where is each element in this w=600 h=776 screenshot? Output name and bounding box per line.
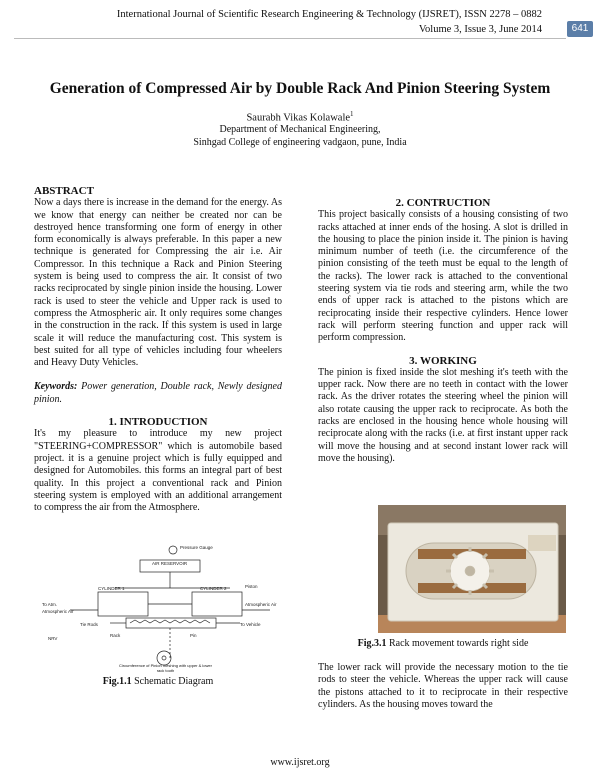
footer-url[interactable]: www.ijsret.org: [270, 757, 330, 768]
schematic-diagram: [40, 540, 285, 675]
schematic-svg: [40, 540, 285, 675]
label-cylinder2: CYLINDER 2: [200, 586, 227, 591]
abstract-section: [34, 185, 282, 514]
pressure-gauge-symbol: [169, 546, 177, 554]
figure1-caption: Fig.1.1 Schematic Diagram: [102, 676, 214, 687]
abstract-heading: ABSTRACT: [34, 185, 94, 197]
label-legend: NRV: [48, 636, 58, 641]
working-heading: 3. WORKING: [409, 354, 477, 367]
author-name: Saurabh Vikas Kolawale$^1$: [246, 110, 354, 124]
author-college: Sinhgad College of engineering vadgaon, pune, India: [193, 137, 407, 148]
label-to-vehicle: To Vehicle: [240, 622, 261, 627]
journal-header: International Journal of Scientific Research Engineering & Technology (IJSRET), ISSN 2278 – 0882: [116, 9, 542, 20]
construction-text: This project basically consists of a housing consisting of two racks attached at inner ends of the hosing. A slot is drilled in the housing to place the pinion inside it. The pinion is having minimum number of teeth (i.e. the circumference of the pinion consisting of the teeth must be equal to the length of the racks). The lower rack is attached to the conventional steering system via tie rods and steering arm, while the two ends of upper rack is attached to the pistons which are reciprocating inside their respective cylinders. Hence lower rack will perform steering function and upper rack will perform compression.: [318, 209, 568, 344]
label-tie-rods: Tie Rods: [80, 622, 98, 627]
cylinder2-box: [192, 592, 242, 616]
construction-heading: 2. CONTRUCTION: [395, 197, 491, 209]
construction-section: [318, 197, 568, 465]
header-divider: [14, 38, 566, 39]
cylinder1-box: [98, 592, 148, 616]
keywords: Keywords: Power generation, Double rack, Newly designed pinion.: [34, 381, 282, 405]
label-piston: Piston: [245, 584, 258, 589]
abstract-text: Now a days there is increase in the demand for the energy. As we know that energy can neither be created nor can be destroyed hence transforming one form of energy in other form economically is always preferable. In this paper a new technique is generated for Compressing the air i.e. Air Compressor. In this technique a Rack and Pinion Steering system is being used to compress the air. It consist of two racks reciprocated by single pinion inside the housing. Lower rack is used to steer the vehicle and Upper rack is used to compress the Atmospheric air. It only requires some changes in the construction in the rack. If this system is used in large scale it will reduce the manufacturing cost. This system is best suited for all type of vehicles including four wheelers and Heavy Duty Vehicles.: [34, 197, 282, 369]
figure3-caption: Fig.3.1 Rack movement towards right side: [357, 638, 529, 649]
page-number-badge: 641: [567, 21, 593, 37]
pinion-circle: [157, 651, 171, 665]
label-pin: Pin: [190, 633, 197, 638]
label-to-atm-left: To Atm.: [42, 602, 58, 607]
author-department: Department of Mechanical Engineering,: [219, 124, 381, 135]
continuation-paragraph: The lower rack will provide the necessary motion to the tie rods to steer the vehicle. Whereas the upper rack will cause the pistons attached to it to reciprocate in their respective cylinders. As the housing moves toward the: [318, 662, 568, 710]
continuation-text: [318, 662, 568, 711]
paper-title: Generation of Compressed Air by Double Rack And Pinion Steering System: [49, 80, 551, 97]
label-cylinder1: CYLINDER 1: [98, 586, 125, 591]
volume-info: Volume 3, Issue 3, June 2014: [418, 24, 542, 35]
pinion-gear: [446, 547, 494, 595]
label-pinion-note: Circumference of Pinion meshing with upper & lower rack tooth: [119, 664, 212, 673]
working-text: The pinion is fixed inside the slot meshing it's teeth with the upper rack. Now there are no teeth in contact with the lower rack. As the driver rotates the steering wheel the pinion will also rotate causing the upper rack to reciprocate. As both the racks are enclosed in the housing hence whole housing will reciprocate along with the racks (i.e. at first instant upper rack will move the housing and at second instant lower rack will move the housing).: [318, 366, 568, 464]
rack-movement-photo: [378, 505, 566, 633]
introduction-text: It's my pleasure to introduce my new project "STEERING+COMPRESSOR" which is automobile based project. it is a genuine project which is fully equipped and designed for Automobiles. this forms an integral part of best quality. In this project a conventional rack and Pinion steering system is employed with an additional arrangement to compress the air from the Atmosphere.: [34, 428, 282, 514]
photo-svg: [378, 505, 566, 633]
label-air-reservoir: AIR RESERVOIR: [152, 561, 188, 566]
label-atm-air-left: Atmospheric Air: [42, 609, 74, 614]
label-rack: Rack: [110, 633, 121, 638]
label-pressure-gauge: Pressure Gauge: [180, 545, 213, 550]
label-atm-air-right: Atmospheric Air: [245, 602, 277, 607]
introduction-heading: 1. INTRODUCTION: [108, 416, 208, 429]
